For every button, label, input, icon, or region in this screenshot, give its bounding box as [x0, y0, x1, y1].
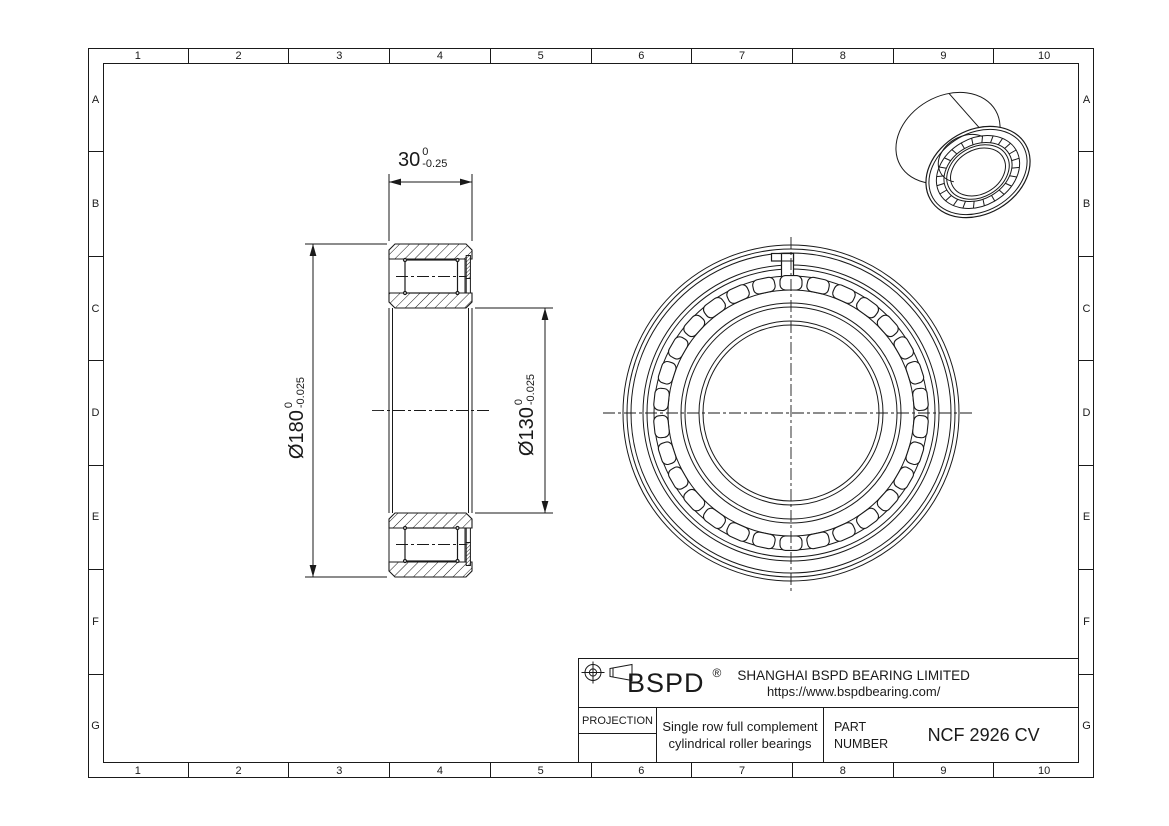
company-name: SHANGHAI BSPD BEARING LIMITED — [737, 667, 970, 683]
description-line2: cylindrical roller bearings — [668, 735, 812, 751]
grid-row-label: A — [1079, 48, 1094, 152]
grid-column-label: 3 — [289, 763, 390, 778]
grid-row-label: G — [1082, 720, 1091, 733]
grid-column-strip-bottom — [88, 763, 1094, 778]
width-dimension-value: 30 — [398, 149, 421, 171]
grid-column-label: 8 — [793, 48, 894, 63]
first-angle-projection-icon — [579, 659, 641, 686]
grid-row-label: G — [91, 720, 100, 733]
grid-row-label: F — [1079, 570, 1094, 674]
grid-column-label: 9 — [894, 48, 995, 63]
grid-column-label: 6 — [592, 763, 693, 778]
width-tol-upper: 0 — [422, 146, 429, 158]
outer-diameter-value: Ø180 — [286, 410, 308, 460]
registered-trademark: ® — [712, 666, 722, 680]
grid-column-label: 4 — [390, 48, 491, 63]
company-website[interactable]: https://www.bspdbearing.com/ — [766, 683, 941, 699]
outer-diameter-dimension — [283, 343, 315, 493]
grid-column-label: 1 — [88, 763, 189, 778]
bearing-description — [657, 708, 824, 763]
grid-row-label: D — [1079, 361, 1094, 465]
grid-column-label: 5 — [491, 763, 592, 778]
width-tol-lower: -0.25 — [422, 157, 448, 170]
grid-column-label: 2 — [189, 48, 290, 63]
part-number-value: NCF 2926 CV — [927, 725, 1040, 745]
bore-diameter-dimension — [513, 340, 545, 490]
grid-column-label: 10 — [1038, 764, 1051, 777]
grid-row-label: E — [1079, 466, 1094, 570]
width-dimension — [398, 146, 448, 171]
part-label-line2: NUMBER — [834, 736, 889, 751]
grid-column-label: 7 — [692, 48, 793, 63]
grid-row-label: C — [1079, 257, 1094, 361]
grid-column-label: 7 — [692, 763, 793, 778]
grid-row-label: F — [88, 570, 103, 674]
grid-row-label: B — [88, 152, 103, 256]
title-block — [578, 658, 1079, 763]
bore-diameter-tol-upper: 0 — [513, 399, 525, 406]
grid-column-label: 1 — [88, 48, 189, 63]
grid-row-label: B — [1079, 152, 1094, 256]
part-number-cell — [824, 708, 1079, 763]
part-label-line1: PART — [834, 720, 867, 735]
grid-column-label: 10 — [1038, 49, 1051, 62]
grid-column-label: 9 — [894, 763, 995, 778]
grid-row-strip-right — [1079, 48, 1094, 778]
title-block-header — [579, 659, 1079, 708]
grid-column-strip-top — [88, 48, 1094, 63]
grid-column-label: 6 — [592, 48, 693, 63]
grid-column-label: 4 — [390, 763, 491, 778]
grid-column-label: 8 — [793, 763, 894, 778]
projection-cell — [579, 708, 657, 763]
grid-row-label: D — [88, 361, 103, 465]
description-line1: Single row full complement — [662, 718, 818, 734]
bore-diameter-value: Ø130 — [516, 407, 538, 457]
grid-column-label: 3 — [289, 48, 390, 63]
grid-row-label: E — [88, 466, 103, 570]
grid-column-label: 5 — [491, 48, 592, 63]
bore-diameter-tol-lower: -0.025 — [524, 373, 537, 406]
grid-row-strip-left — [88, 48, 103, 778]
brand-logo: BSPD — [627, 667, 705, 698]
outer-diameter-tol-upper: 0 — [283, 402, 295, 409]
projection-label: PROJECTION — [579, 708, 656, 734]
outer-diameter-tol-lower: -0.025 — [294, 376, 307, 409]
grid-row-label: C — [88, 257, 103, 361]
grid-column-label: 2 — [189, 763, 290, 778]
grid-row-label: A — [88, 48, 103, 152]
title-block-details — [579, 708, 1079, 763]
